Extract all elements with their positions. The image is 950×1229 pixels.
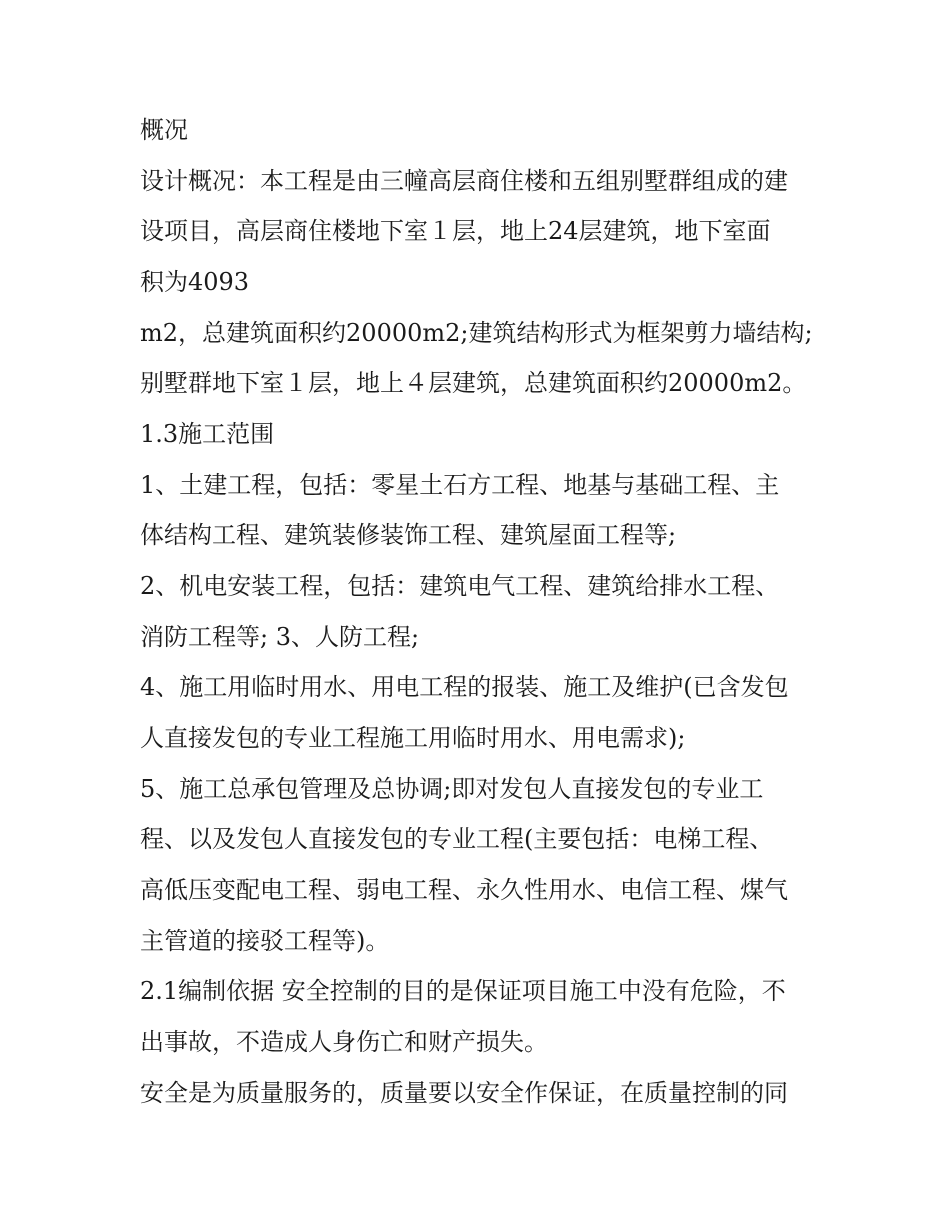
text-line: 高低压变配电工程、弱电工程、永久性用水、电信工程、煤气: [140, 876, 788, 904]
text-line: 体结构工程、建筑装修装饰工程、建筑屋面工程等;: [140, 521, 677, 549]
text-line: 安全是为质量服务的，质量要以安全作保证，在质量控制的同: [140, 1079, 788, 1107]
text-line: m2，总建筑面积约20000m2;建筑结构形式为框架剪力墙结构;: [140, 319, 813, 347]
text-line: 人直接发包的专业工程施工用临时用水、用电需求);: [140, 724, 686, 752]
text-line: 消防工程等; 3、人防工程;: [140, 623, 420, 651]
text-line: 1、土建工程，包括：零星土石方工程、地基与基础工程、主: [140, 471, 780, 499]
text-line: 主管道的接驳工程等)。: [140, 927, 390, 955]
text-line: 程、以及发包人直接发包的专业工程(主要包括：电梯工程、: [140, 825, 774, 853]
text-line: 别墅群地下室１层，地上４层建筑，总建筑面积约20000m2。: [140, 369, 807, 397]
text-line: 5、施工总承包管理及总协调;即对发包人直接发包的专业工: [140, 775, 764, 803]
text-line: 设项目，高层商住楼地下室１层，地上24层建筑，地下室面: [140, 217, 771, 245]
heading-construction-scope: 1.3施工范围: [140, 420, 275, 448]
text-line: 设计概况：本工程是由三幢高层商住楼和五组别墅群组成的建: [140, 167, 788, 195]
heading-overview: 概况: [140, 116, 188, 144]
text-line: 4、施工用临时用水、用电工程的报装、施工及维护(已含发包: [140, 673, 789, 701]
text-line: 出事故，不造成人身伤亡和财产损失。: [140, 1028, 548, 1056]
heading-basis: 2.1编制依据 安全控制的目的是保证项目施工中没有危险，不: [140, 977, 786, 1005]
text-line: 2、机电安装工程，包括：建筑电气工程、建筑给排水工程、: [140, 572, 780, 600]
text-line: 积为4093: [140, 268, 250, 296]
